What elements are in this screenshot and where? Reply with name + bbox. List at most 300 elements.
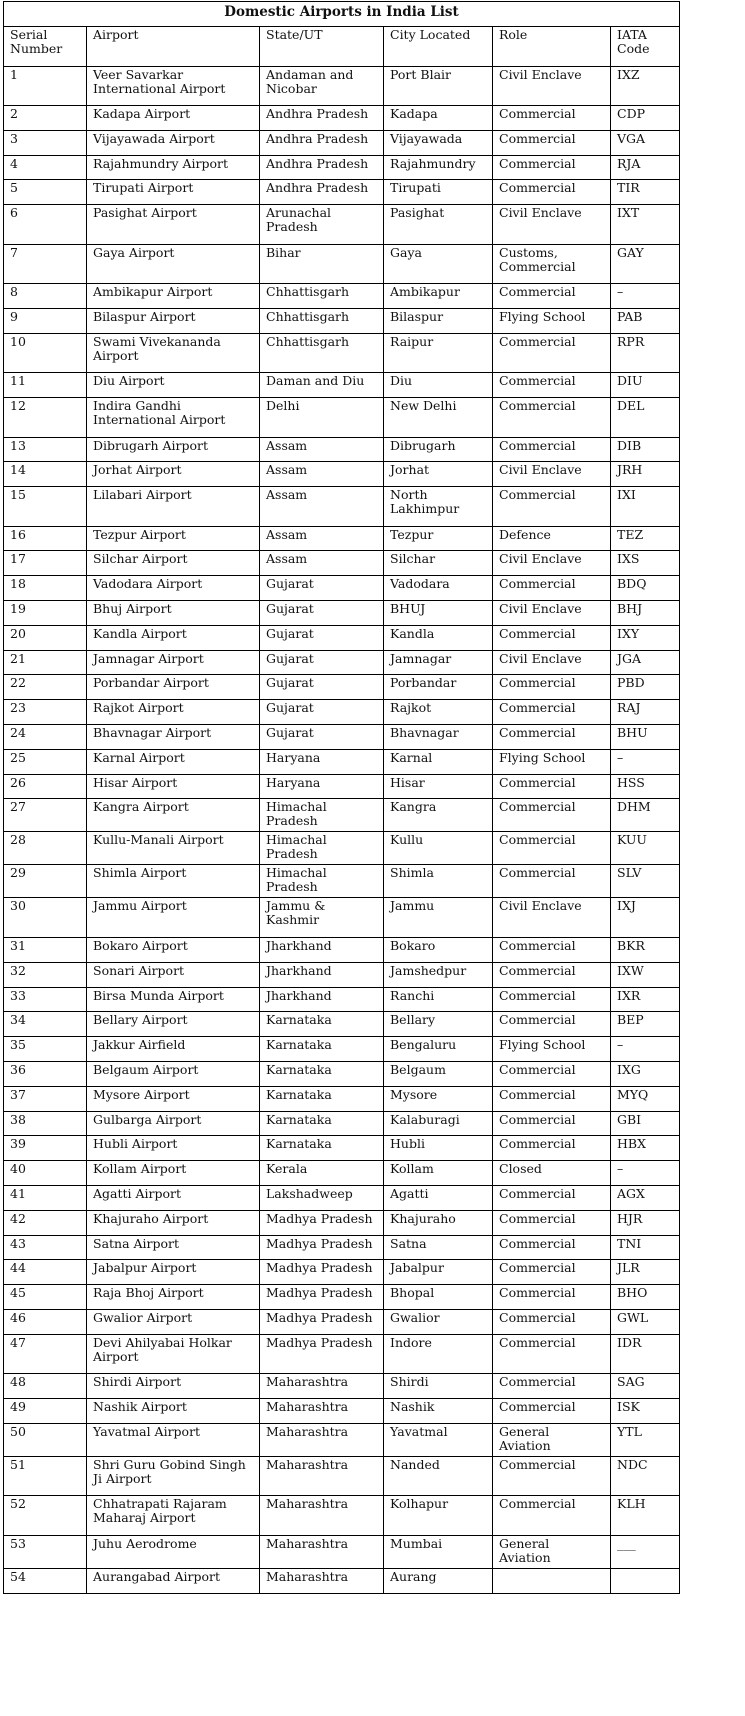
table-row — [4, 1086, 680, 1111]
serial-number-cell: 14 — [4, 462, 87, 487]
iata-code-cell: – — [611, 1161, 680, 1186]
table-row — [4, 576, 680, 601]
iata-code-cell: – — [611, 749, 680, 774]
city-cell: Tirupati — [384, 180, 493, 205]
table-row — [4, 462, 680, 487]
city-cell: New Delhi — [384, 398, 493, 438]
state-cell: Maharashtra — [260, 1496, 384, 1536]
table-row — [4, 284, 680, 309]
state-cell: Gujarat — [260, 675, 384, 700]
table-row — [4, 675, 680, 700]
serial-number-cell: 53 — [4, 1535, 87, 1568]
airport-cell: Tirupati Airport — [87, 180, 260, 205]
state-cell: Gujarat — [260, 725, 384, 750]
role-cell: Civil Enclave — [493, 462, 611, 487]
table-row — [4, 962, 680, 987]
iata-code-cell: SAG — [611, 1374, 680, 1399]
table-row — [4, 865, 680, 898]
role-cell: Commercial — [493, 1210, 611, 1235]
role-cell: Civil Enclave — [493, 650, 611, 675]
role-cell: Commercial — [493, 987, 611, 1012]
iata-code-cell: DIB — [611, 437, 680, 462]
state-cell: Gujarat — [260, 650, 384, 675]
table-row — [4, 832, 680, 865]
role-cell: Commercial — [493, 700, 611, 725]
city-cell: Rajahmundry — [384, 155, 493, 180]
city-cell: Kangra — [384, 799, 493, 832]
role-cell: Commercial — [493, 799, 611, 832]
city-cell: Khajuraho — [384, 1210, 493, 1235]
table-row — [4, 1285, 680, 1310]
city-cell: BHUJ — [384, 601, 493, 626]
serial-number-cell: 54 — [4, 1568, 87, 1593]
city-cell: Raipur — [384, 333, 493, 373]
airport-cell: Bhavnagar Airport — [87, 725, 260, 750]
state-cell: Karnataka — [260, 1086, 384, 1111]
state-cell: Jharkhand — [260, 937, 384, 962]
iata-code-cell: IXG — [611, 1061, 680, 1086]
city-cell: Gwalior — [384, 1309, 493, 1334]
airport-cell: Porbandar Airport — [87, 675, 260, 700]
city-cell: Bilaspur — [384, 308, 493, 333]
table-row — [4, 1012, 680, 1037]
airport-cell: Sonari Airport — [87, 962, 260, 987]
iata-code-cell: BHO — [611, 1285, 680, 1310]
state-cell: Karnataka — [260, 1111, 384, 1136]
iata-code-cell: VGA — [611, 130, 680, 155]
header-state: State/UT — [260, 27, 384, 67]
serial-number-cell: 37 — [4, 1086, 87, 1111]
serial-number-cell: 32 — [4, 962, 87, 987]
city-cell: Vadodara — [384, 576, 493, 601]
iata-code-cell: IXZ — [611, 66, 680, 106]
state-cell: Gujarat — [260, 576, 384, 601]
table-row — [4, 1037, 680, 1062]
serial-number-cell: 35 — [4, 1037, 87, 1062]
city-cell: Bhavnagar — [384, 725, 493, 750]
table-row — [4, 1535, 680, 1568]
role-cell: Commercial — [493, 487, 611, 527]
role-cell: Commercial — [493, 437, 611, 462]
city-cell: Mysore — [384, 1086, 493, 1111]
state-cell: Madhya Pradesh — [260, 1210, 384, 1235]
city-cell: Pasighat — [384, 205, 493, 245]
state-cell: Assam — [260, 487, 384, 527]
iata-code-cell — [611, 1568, 680, 1593]
city-cell: Kolhapur — [384, 1496, 493, 1536]
city-cell: Rajkot — [384, 700, 493, 725]
table-row — [4, 66, 680, 106]
serial-number-cell: 33 — [4, 987, 87, 1012]
iata-code-cell: JLR — [611, 1260, 680, 1285]
role-cell: Commercial — [493, 333, 611, 373]
city-cell: Indore — [384, 1334, 493, 1374]
serial-number-cell: 45 — [4, 1285, 87, 1310]
city-cell: Bokaro — [384, 937, 493, 962]
iata-code-cell: IDR — [611, 1334, 680, 1374]
airport-cell: Mysore Airport — [87, 1086, 260, 1111]
table-row — [4, 1309, 680, 1334]
iata-code-cell: HSS — [611, 774, 680, 799]
city-cell: Tezpur — [384, 526, 493, 551]
iata-code-cell: TEZ — [611, 526, 680, 551]
role-cell: Commercial — [493, 1496, 611, 1536]
airport-cell: Jabalpur Airport — [87, 1260, 260, 1285]
role-cell: Commercial — [493, 832, 611, 865]
role-cell: Commercial — [493, 1309, 611, 1334]
airport-cell: Kangra Airport — [87, 799, 260, 832]
iata-code-cell: TIR — [611, 180, 680, 205]
title-row — [4, 2, 680, 27]
state-cell: Madhya Pradesh — [260, 1235, 384, 1260]
iata-code-cell: SLV — [611, 865, 680, 898]
serial-number-cell: 50 — [4, 1423, 87, 1456]
airport-cell: Pasighat Airport — [87, 205, 260, 245]
airport-cell: Kadapa Airport — [87, 106, 260, 131]
state-cell: Andhra Pradesh — [260, 106, 384, 131]
iata-code-cell: IXY — [611, 625, 680, 650]
iata-code-cell: DEL — [611, 398, 680, 438]
iata-code-cell: KUU — [611, 832, 680, 865]
state-cell: Maharashtra — [260, 1535, 384, 1568]
role-cell: Commercial — [493, 155, 611, 180]
header-row — [4, 27, 680, 67]
airport-cell: Karnal Airport — [87, 749, 260, 774]
table-row — [4, 1111, 680, 1136]
city-cell: Nanded — [384, 1456, 493, 1496]
table-row — [4, 308, 680, 333]
role-cell: Commercial — [493, 1111, 611, 1136]
state-cell: Daman and Diu — [260, 373, 384, 398]
airport-cell: Satna Airport — [87, 1235, 260, 1260]
role-cell — [493, 1568, 611, 1593]
role-cell: Commercial — [493, 1136, 611, 1161]
role-cell: General Aviation — [493, 1535, 611, 1568]
airport-cell: Nashik Airport — [87, 1398, 260, 1423]
airport-cell: Juhu Aerodrome — [87, 1535, 260, 1568]
serial-number-cell: 40 — [4, 1161, 87, 1186]
table-row — [4, 551, 680, 576]
table-row — [4, 625, 680, 650]
airport-cell: Rajkot Airport — [87, 700, 260, 725]
iata-code-cell: ___ — [611, 1535, 680, 1568]
city-cell: Diu — [384, 373, 493, 398]
city-cell: Porbandar — [384, 675, 493, 700]
table-row — [4, 650, 680, 675]
serial-number-cell: 2 — [4, 106, 87, 131]
serial-number-cell: 29 — [4, 865, 87, 898]
iata-code-cell: DHM — [611, 799, 680, 832]
role-cell: Commercial — [493, 1235, 611, 1260]
city-cell: Jamshedpur — [384, 962, 493, 987]
table-row — [4, 1374, 680, 1399]
role-cell: Commercial — [493, 373, 611, 398]
airport-cell: Kullu-Manali Airport — [87, 832, 260, 865]
serial-number-cell: 30 — [4, 898, 87, 938]
state-cell: Maharashtra — [260, 1398, 384, 1423]
iata-code-cell: BHJ — [611, 601, 680, 626]
state-cell: Arunachal Pradesh — [260, 205, 384, 245]
role-cell: Civil Enclave — [493, 601, 611, 626]
role-cell: Commercial — [493, 1012, 611, 1037]
airport-cell: Kollam Airport — [87, 1161, 260, 1186]
state-cell: Jammu & Kashmir — [260, 898, 384, 938]
airport-cell: Kandla Airport — [87, 625, 260, 650]
iata-code-cell: HJR — [611, 1210, 680, 1235]
iata-code-cell: BEP — [611, 1012, 680, 1037]
role-cell: Defence — [493, 526, 611, 551]
airport-cell: Vijayawada Airport — [87, 130, 260, 155]
header-iata-code: IATA Code — [611, 27, 680, 67]
state-cell: Madhya Pradesh — [260, 1309, 384, 1334]
table-row — [4, 437, 680, 462]
iata-code-cell: BDQ — [611, 576, 680, 601]
serial-number-cell: 46 — [4, 1309, 87, 1334]
serial-number-cell: 9 — [4, 308, 87, 333]
table-row — [4, 1061, 680, 1086]
state-cell: Gujarat — [260, 625, 384, 650]
table-row — [4, 898, 680, 938]
role-cell: Commercial — [493, 180, 611, 205]
role-cell: Civil Enclave — [493, 205, 611, 245]
serial-number-cell: 6 — [4, 205, 87, 245]
serial-number-cell: 1 — [4, 66, 87, 106]
iata-code-cell: HBX — [611, 1136, 680, 1161]
state-cell: Chhattisgarh — [260, 284, 384, 309]
iata-code-cell: AGX — [611, 1185, 680, 1210]
airport-cell: Shirdi Airport — [87, 1374, 260, 1399]
city-cell: Silchar — [384, 551, 493, 576]
table-row — [4, 1568, 680, 1593]
role-cell: Commercial — [493, 675, 611, 700]
serial-number-cell: 5 — [4, 180, 87, 205]
serial-number-cell: 36 — [4, 1061, 87, 1086]
airport-cell: Dibrugarh Airport — [87, 437, 260, 462]
serial-number-cell: 43 — [4, 1235, 87, 1260]
serial-number-cell: 13 — [4, 437, 87, 462]
city-cell: Satna — [384, 1235, 493, 1260]
table-row — [4, 1161, 680, 1186]
iata-code-cell: CDP — [611, 106, 680, 131]
airport-cell: Bokaro Airport — [87, 937, 260, 962]
state-cell: Madhya Pradesh — [260, 1334, 384, 1374]
state-cell: Andhra Pradesh — [260, 130, 384, 155]
iata-code-cell: TNI — [611, 1235, 680, 1260]
airport-cell: Jorhat Airport — [87, 462, 260, 487]
table-title: Domestic Airports in India List — [4, 2, 680, 27]
serial-number-cell: 23 — [4, 700, 87, 725]
city-cell: Mumbai — [384, 1535, 493, 1568]
state-cell: Gujarat — [260, 601, 384, 626]
serial-number-cell: 27 — [4, 799, 87, 832]
airport-cell: Raja Bhoj Airport — [87, 1285, 260, 1310]
serial-number-cell: 34 — [4, 1012, 87, 1037]
state-cell: Chhattisgarh — [260, 308, 384, 333]
airport-cell: Gaya Airport — [87, 244, 260, 284]
airport-cell: Devi Ahilyabai Holkar Airport — [87, 1334, 260, 1374]
role-cell: Commercial — [493, 937, 611, 962]
airport-cell: Diu Airport — [87, 373, 260, 398]
iata-code-cell: MYQ — [611, 1086, 680, 1111]
role-cell: Commercial — [493, 106, 611, 131]
airport-cell: Veer Savarkar International Airport — [87, 66, 260, 106]
iata-code-cell: BHU — [611, 725, 680, 750]
state-cell: Maharashtra — [260, 1456, 384, 1496]
table-row — [4, 749, 680, 774]
serial-number-cell: 19 — [4, 601, 87, 626]
iata-code-cell: PBD — [611, 675, 680, 700]
state-cell: Delhi — [260, 398, 384, 438]
role-cell: Commercial — [493, 1285, 611, 1310]
serial-number-cell: 42 — [4, 1210, 87, 1235]
state-cell: Himachal Pradesh — [260, 865, 384, 898]
table-row — [4, 1185, 680, 1210]
table-row — [4, 1210, 680, 1235]
city-cell: Bengaluru — [384, 1037, 493, 1062]
table-row — [4, 1398, 680, 1423]
state-cell: Maharashtra — [260, 1423, 384, 1456]
table-row — [4, 700, 680, 725]
role-cell: Commercial — [493, 1398, 611, 1423]
table-row — [4, 601, 680, 626]
serial-number-cell: 17 — [4, 551, 87, 576]
serial-number-cell: 12 — [4, 398, 87, 438]
airport-cell: Khajuraho Airport — [87, 1210, 260, 1235]
state-cell: Kerala — [260, 1161, 384, 1186]
city-cell: Kadapa — [384, 106, 493, 131]
state-cell: Andhra Pradesh — [260, 180, 384, 205]
state-cell: Lakshadweep — [260, 1185, 384, 1210]
state-cell: Himachal Pradesh — [260, 832, 384, 865]
serial-number-cell: 49 — [4, 1398, 87, 1423]
iata-code-cell: RPR — [611, 333, 680, 373]
header-city: City Located — [384, 27, 493, 67]
city-cell: Bhopal — [384, 1285, 493, 1310]
serial-number-cell: 11 — [4, 373, 87, 398]
city-cell: Jammu — [384, 898, 493, 938]
table-row — [4, 155, 680, 180]
table-row — [4, 987, 680, 1012]
city-cell: Ranchi — [384, 987, 493, 1012]
city-cell: Kullu — [384, 832, 493, 865]
iata-code-cell: PAB — [611, 308, 680, 333]
role-cell: Commercial — [493, 1260, 611, 1285]
state-cell: Gujarat — [260, 700, 384, 725]
iata-code-cell: JGA — [611, 650, 680, 675]
table-row — [4, 373, 680, 398]
serial-number-cell: 8 — [4, 284, 87, 309]
serial-number-cell: 18 — [4, 576, 87, 601]
serial-number-cell: 31 — [4, 937, 87, 962]
table-row — [4, 333, 680, 373]
airport-cell: Silchar Airport — [87, 551, 260, 576]
serial-number-cell: 38 — [4, 1111, 87, 1136]
iata-code-cell: JRH — [611, 462, 680, 487]
header-role: Role — [493, 27, 611, 67]
table-row — [4, 106, 680, 131]
table-row — [4, 130, 680, 155]
serial-number-cell: 15 — [4, 487, 87, 527]
role-cell: Customs, Commercial — [493, 244, 611, 284]
iata-code-cell: RJA — [611, 155, 680, 180]
airport-cell: Shimla Airport — [87, 865, 260, 898]
table-row — [4, 205, 680, 245]
state-cell: Madhya Pradesh — [260, 1260, 384, 1285]
iata-code-cell: DIU — [611, 373, 680, 398]
airport-cell: Bilaspur Airport — [87, 308, 260, 333]
airport-cell: Gwalior Airport — [87, 1309, 260, 1334]
airport-cell: Yavatmal Airport — [87, 1423, 260, 1456]
airport-cell: Jamnagar Airport — [87, 650, 260, 675]
iata-code-cell: IXS — [611, 551, 680, 576]
airport-cell: Bhuj Airport — [87, 601, 260, 626]
role-cell: Commercial — [493, 1334, 611, 1374]
state-cell: Maharashtra — [260, 1374, 384, 1399]
city-cell: Belgaum — [384, 1061, 493, 1086]
serial-number-cell: 25 — [4, 749, 87, 774]
state-cell: Andhra Pradesh — [260, 155, 384, 180]
airport-cell: Hubli Airport — [87, 1136, 260, 1161]
iata-code-cell: ISK — [611, 1398, 680, 1423]
role-cell: Civil Enclave — [493, 898, 611, 938]
role-cell: Commercial — [493, 398, 611, 438]
city-cell: Dibrugarh — [384, 437, 493, 462]
city-cell: Shirdi — [384, 1374, 493, 1399]
table-row — [4, 799, 680, 832]
state-cell: Assam — [260, 551, 384, 576]
role-cell: General Aviation — [493, 1423, 611, 1456]
header-airport: Airport — [87, 27, 260, 67]
state-cell: Karnataka — [260, 1061, 384, 1086]
role-cell: Civil Enclave — [493, 66, 611, 106]
city-cell: Yavatmal — [384, 1423, 493, 1456]
iata-code-cell: – — [611, 284, 680, 309]
airports-table — [3, 1, 680, 1594]
iata-code-cell: BKR — [611, 937, 680, 962]
serial-number-cell: 20 — [4, 625, 87, 650]
state-cell: Andaman and Nicobar — [260, 66, 384, 106]
city-cell: Ambikapur — [384, 284, 493, 309]
role-cell: Commercial — [493, 576, 611, 601]
serial-number-cell: 21 — [4, 650, 87, 675]
serial-number-cell: 48 — [4, 1374, 87, 1399]
iata-code-cell: GAY — [611, 244, 680, 284]
table-row — [4, 180, 680, 205]
airport-cell: Jakkur Airfield — [87, 1037, 260, 1062]
airport-cell: Birsa Munda Airport — [87, 987, 260, 1012]
role-cell: Civil Enclave — [493, 551, 611, 576]
city-cell: Shimla — [384, 865, 493, 898]
serial-number-cell: 24 — [4, 725, 87, 750]
city-cell: Kandla — [384, 625, 493, 650]
city-cell: Kalaburagi — [384, 1111, 493, 1136]
state-cell: Madhya Pradesh — [260, 1285, 384, 1310]
airport-cell: Jammu Airport — [87, 898, 260, 938]
city-cell: Port Blair — [384, 66, 493, 106]
city-cell: Hisar — [384, 774, 493, 799]
airport-cell: Tezpur Airport — [87, 526, 260, 551]
state-cell: Assam — [260, 526, 384, 551]
serial-number-cell: 26 — [4, 774, 87, 799]
table-row — [4, 1260, 680, 1285]
role-cell: Commercial — [493, 725, 611, 750]
iata-code-cell: IXT — [611, 205, 680, 245]
iata-code-cell: GBI — [611, 1111, 680, 1136]
airport-cell: Belgaum Airport — [87, 1061, 260, 1086]
iata-code-cell: NDC — [611, 1456, 680, 1496]
table-row — [4, 937, 680, 962]
iata-code-cell: GWL — [611, 1309, 680, 1334]
